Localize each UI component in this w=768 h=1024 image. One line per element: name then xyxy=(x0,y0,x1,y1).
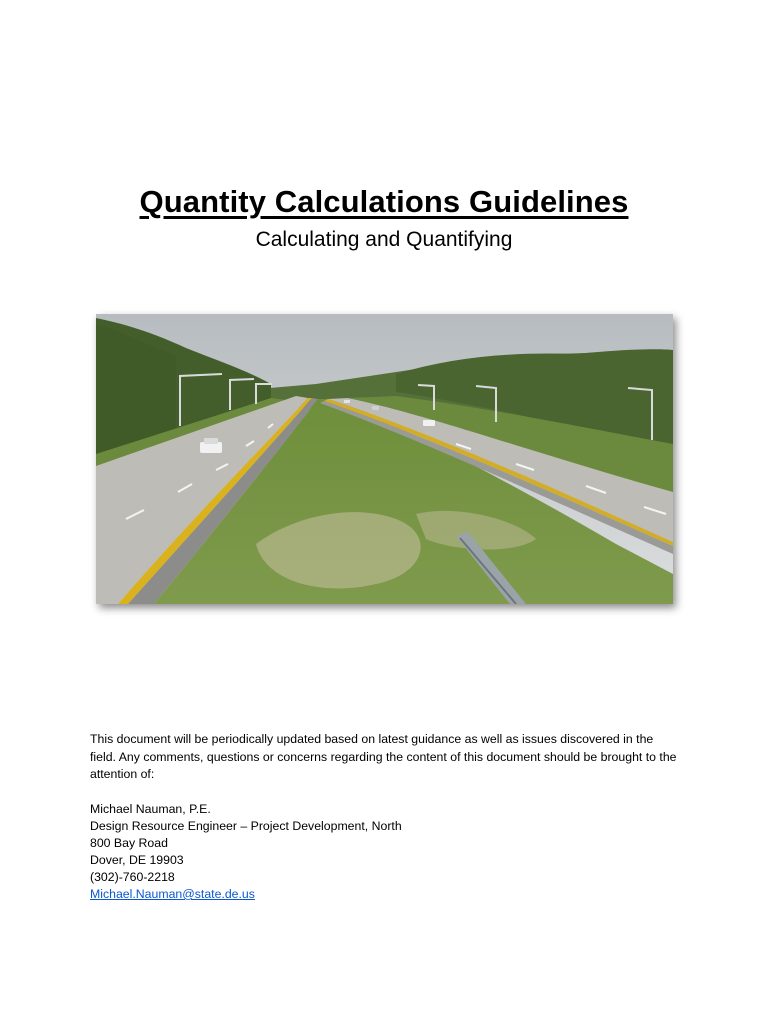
contact-name: Michael Nauman, P.E. xyxy=(90,802,211,816)
highway-photo-icon xyxy=(96,314,673,604)
contact-email-link[interactable]: Michael.Nauman@state.de.us xyxy=(90,887,255,901)
contact-position: Design Resource Engineer – Project Development, North xyxy=(90,819,402,833)
document-title: Quantity Calculations Guidelines xyxy=(139,184,629,219)
contact-address-line2: Dover, DE 19903 xyxy=(90,853,184,867)
contact-phone: (302)-760-2218 xyxy=(90,870,175,884)
notice-paragraph: This document will be periodically updated based on latest guidance as well as issues discovered in the field. Any comments, questions or concerns regarding the content of this document should be brought to the attention of: xyxy=(90,732,677,781)
contact-block xyxy=(90,801,680,903)
highway-photo xyxy=(96,314,673,604)
contact-address-line1: 800 Bay Road xyxy=(90,836,168,850)
document-subtitle: Calculating and Quantifying xyxy=(255,228,513,251)
